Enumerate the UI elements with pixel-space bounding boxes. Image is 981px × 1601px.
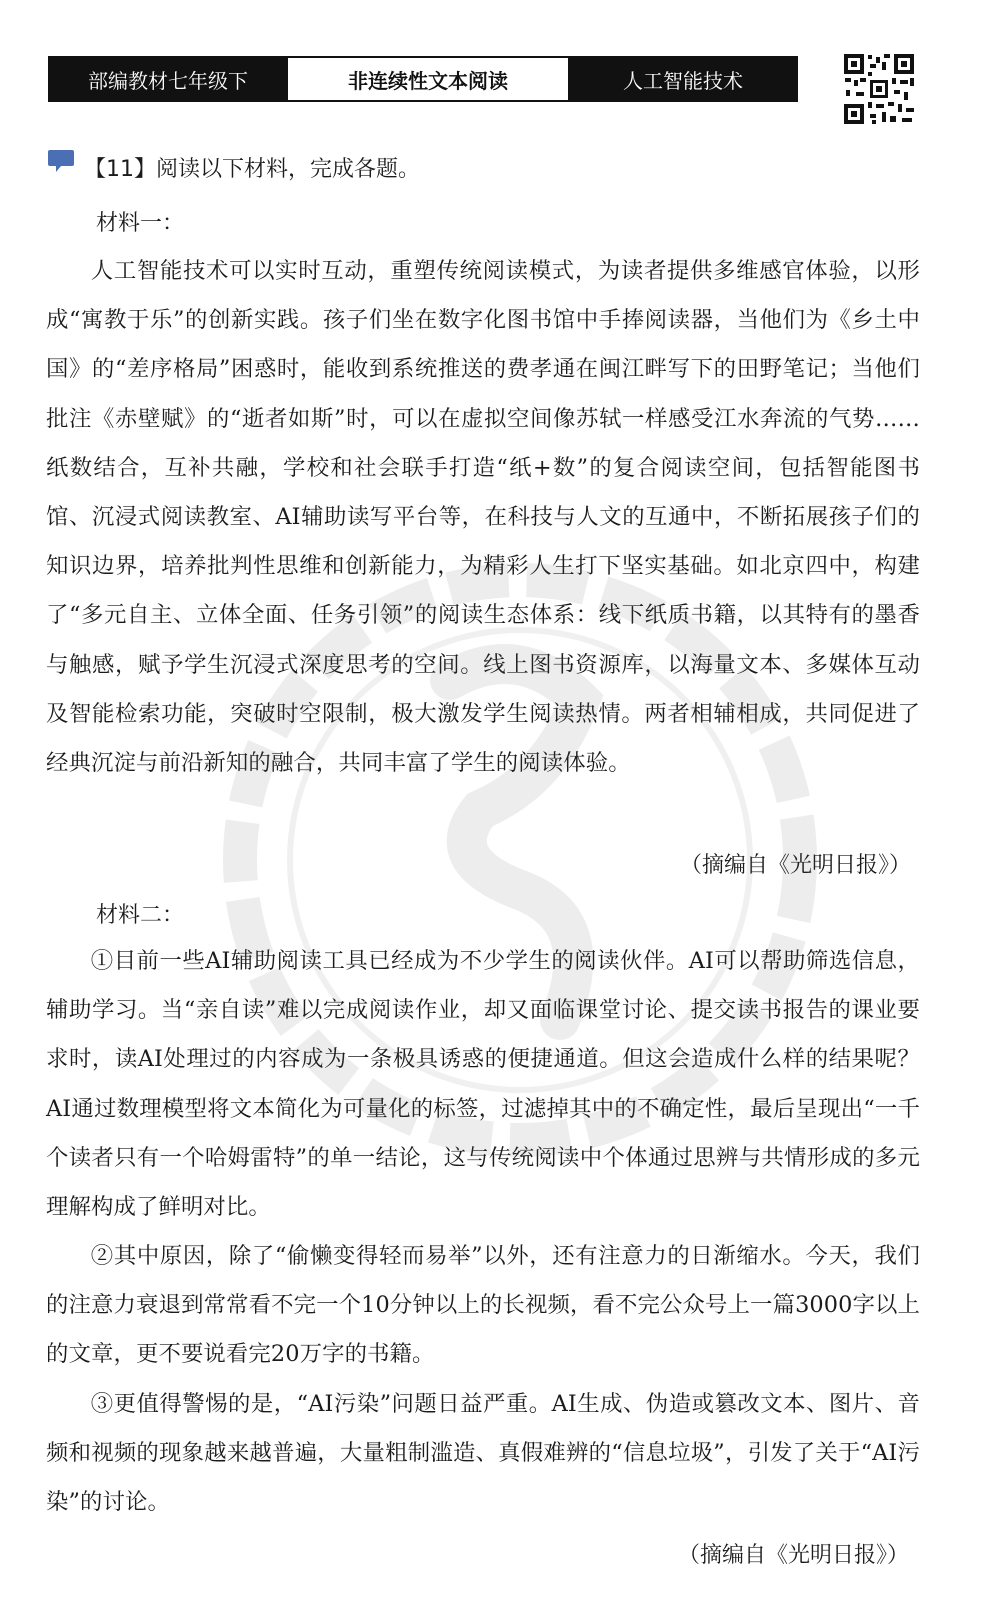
material-two-paragraph-3: ③更值得警惕的是，“AI污染”问题日益严重。AI生成、伪造或篡改文本、图片、音频和视频的现象越来越普遍，大量粗制滥造、真假难辨的“信息垃圾”，引发了关于“AI污染”的讨论。 [46, 1391, 920, 1516]
header-grade: 部编教材七年级下 [50, 58, 286, 100]
material-one-paragraph: 人工智能技术可以实时互动，重塑传统阅读模式，为读者提供多维感官体验，以形成“寓教于乐”的创新实践。孩子们坐在数字化图书馆中手捧阅读器，当他们为《乡土中国》的“差序格局”困惑时，能收到系统推送的费孝通在闽江畔写下的田野笔记；当他们批注《赤壁赋》的“逝者如斯”时，可以在虚拟空间像苏轼一样感受江水奔流的气势……纸数结合，互补共融，学校和社会联手打造“纸+数”的复合阅读空间，包括智能图书馆、沉浸式阅读教室、AI辅助读写平台等，在科技与人文的互通中，不断拓展孩子们的知识边界，培养批判性思维和创新能力，为精彩人生打下坚实基础。如北京四中，构建了“多元自主、立体全面、任务引领”的阅读生态体系：线下纸质书籍，以其特有的墨香与触感，赋予学生沉浸式深度思考的空间。线上图书资源库，以海量文本、多媒体互动及智能检索功能，突破时空限制，极大激发学生阅读热情。两者相辅相成，共同促进了经典沉淀与前沿新知的融合，共同丰富了学生的阅读体验。 [46, 258, 920, 777]
material-two-source: （摘编自《光明日报》） [677, 1543, 909, 1568]
header-bar [48, 56, 798, 102]
material-two-paragraph-2: ②其中原因，除了“偷懒变得轻而易举”以外，还有注意力的日渐缩水。今天，我们的注意力衰退到常常看不完一个10分钟以上的长视频，看不完公众号上一篇3000字以上的文章，更不要说看完20万字的书籍。 [46, 1243, 920, 1368]
speech-bubble-icon [47, 148, 75, 174]
material-two-paragraph-1: ①目前一些AI辅助阅读工具已经成为不少学生的阅读伙伴。AI可以帮助筛选信息，辅助学习。当“亲自读”难以完成阅读作业，却又面临课堂讨论、提交读书报告的课业要求时，读AI处理过的内容成为一条极具诱惑的便捷通道。但这会造成什么样的结果呢？AI通过数理模型将文本简化为可量化的标签，过滤掉其中的不确定性，最后呈现出“一千个读者只有一个哈姆雷特”的单一结论，这与传统阅读中个体通过思辨与共情形成的多元理解构成了鲜明对比。 [46, 948, 920, 1221]
material-one-heading: 材料一： [96, 211, 185, 236]
header-theme: 人工智能技术 [570, 58, 796, 100]
qr-code-icon[interactable] [842, 52, 916, 126]
header-topic: 非连续性文本阅读 [286, 58, 570, 100]
material-two-heading: 材料二： [96, 903, 185, 928]
question-prompt: 【11】阅读以下材料，完成各题。 [84, 157, 420, 182]
material-one-source: （摘编自《光明日报》） [679, 853, 911, 878]
